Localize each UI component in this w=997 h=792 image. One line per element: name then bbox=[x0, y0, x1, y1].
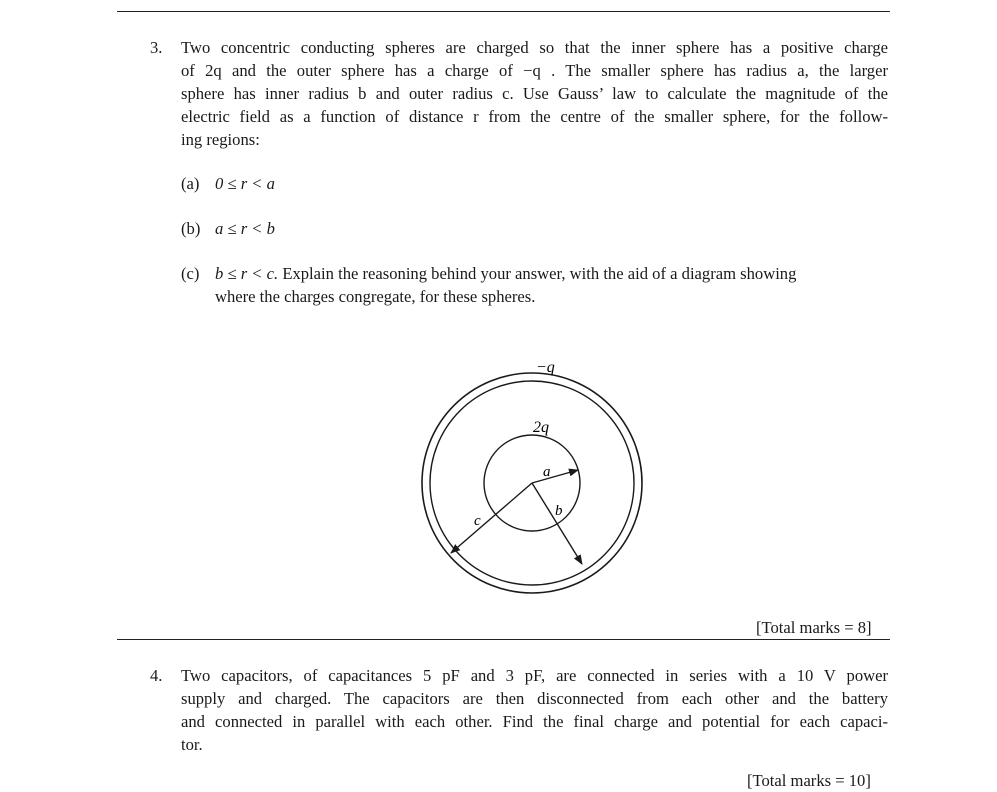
q3-line-3: sphere has inner radius b and outer radius c. Use Gauss’ law to calculate the magnitude of the bbox=[181, 84, 888, 103]
q3-part-c-text: Explain the reasoning behind your answer, with the aid of a diagram showing bbox=[282, 264, 797, 283]
question-4-text bbox=[181, 664, 888, 756]
concentric-spheres-diagram bbox=[400, 350, 660, 610]
q4-line-3: and connected in parallel with each other. Find the final charge and potential for each capaci- bbox=[181, 712, 888, 731]
radius-c-label: c bbox=[474, 513, 481, 529]
radius-a-arrow bbox=[532, 470, 578, 483]
q3-part-c-condition: b ≤ r < c. bbox=[215, 264, 279, 283]
radius-c-arrow bbox=[451, 483, 532, 553]
question-3-number: 3. bbox=[150, 38, 163, 57]
outer-charge-label: −q bbox=[536, 359, 555, 376]
q4-total-marks: [Total marks = 10] bbox=[747, 771, 871, 790]
q3-line-4: electric field as a function of distance r from the centre of the smaller sphere, for the follow- bbox=[181, 107, 888, 126]
section-divider bbox=[117, 639, 890, 640]
q3-part-b bbox=[181, 217, 275, 240]
q3-part-b-label: (b) bbox=[181, 219, 201, 238]
q3-part-a-label: (a) bbox=[181, 174, 200, 193]
q3-part-c bbox=[181, 262, 888, 285]
radius-b-label: b bbox=[555, 503, 563, 519]
question-3-text bbox=[181, 36, 888, 151]
inner-charge-label: 2q bbox=[533, 419, 549, 436]
q3-part-c-label: (c) bbox=[181, 264, 200, 283]
question-4-number: 4. bbox=[150, 666, 163, 685]
q3-line-5: ing regions: bbox=[181, 130, 260, 149]
q3-line-1: Two concentric conducting spheres are charged so that the inner sphere has a positive charge bbox=[181, 38, 888, 57]
q3-line-2: of 2q and the outer sphere has a charge of −q . The smaller sphere has radius a, the larger bbox=[181, 61, 888, 80]
q3-part-a-condition: 0 ≤ r < a bbox=[215, 174, 275, 193]
q4-line-1: Two capacitors, of capacitances 5 pF and 3 pF, are connected in series with a 10 V power bbox=[181, 666, 888, 685]
q3-part-a bbox=[181, 172, 275, 195]
radius-a-label: a bbox=[543, 464, 551, 480]
q3-part-b-condition: a ≤ r < b bbox=[215, 219, 275, 238]
q3-total-marks: [Total marks = 8] bbox=[756, 618, 872, 637]
radius-b-arrow bbox=[532, 483, 582, 564]
q3-part-c-line-2: where the charges congregate, for these spheres. bbox=[215, 287, 536, 306]
top-rule bbox=[117, 11, 890, 12]
q4-line-2: supply and charged. The capacitors are then disconnected from each other and the battery bbox=[181, 689, 888, 708]
q4-line-4: tor. bbox=[181, 735, 203, 754]
